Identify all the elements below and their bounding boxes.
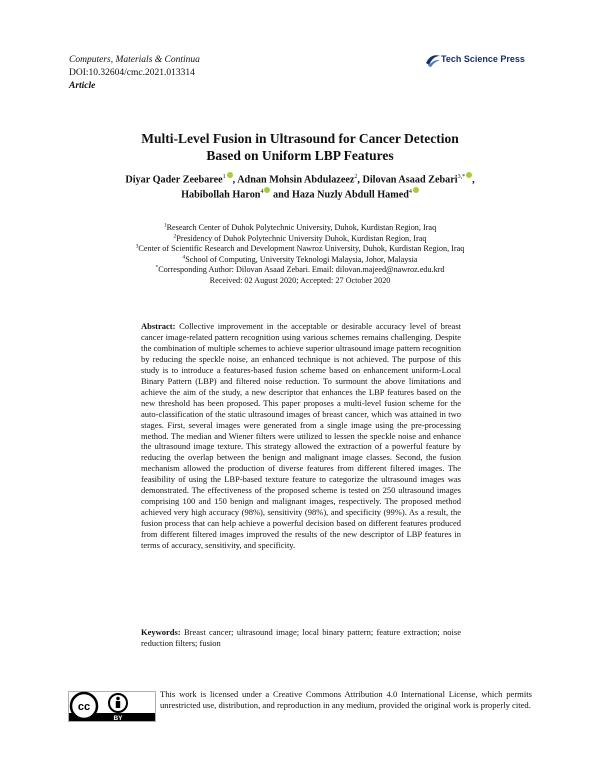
received-accepted-dates: Received: 02 August 2020; Accepted: 27 October 2020 — [209, 276, 391, 285]
publisher-swoosh-icon — [425, 53, 441, 67]
abstract-label: Abstract: — [141, 321, 176, 331]
by-badge-text: BY — [113, 715, 123, 722]
abstract-text: Collective improvement in the acceptable or desirable accuracy level of breast cancer image-related pattern recognition using various schemes remains challenging. Despite the combination of multiple schemes to achieve superior ultrasound image pattern recognition by reducing the speckle noise, an enhanced technique is not achieved. The purpose of this study is to introduce a features-based fusion scheme based on enhancement uniform-Local Binary Pattern (LBP) and filtered noise reduction. To surmount the above limitations and achieve the aim of the study, a new descriptor that enhances the LBP features based on the new threshold has been proposed. This paper proposes a multi-level fusion scheme for the auto-classification of the static ultrasound images of breast cancer, which was attained in two stages. First, several images were generated from a single image using the pre-processing method. The median and Wiener filters were utilized to lessen the speckle noise and enhance the ultrasound image texture. This strategy allowed the extraction of a powerful feature by reducing the overlap between the benign and malignant image classes. Second, the fusion mechanism allowed the production of diverse features from different filtered images. The feasibility of using the LBP-based texture feature to categorize the ultrasound images was demonstrated. The effectiveness of the proposed scheme is tested on 250 ultrasound images comprising 100 and 150 benign and malignant images, respectively. The proposed method achieved very high accuracy (98%), sensitivity (98%), and specificity (99%). As a result, the fusion process that can help achieve a powerful decision based on different features produced from different filtered images improved the results of the new descriptor of LBP features in terms of accuracy, sensitivity, and specificity. — [141, 321, 461, 551]
license-statement: This work is licensed under a Creative Commons Attribution 4.0 International License, which permits unrestricted use, distribution, and reproduction in any medium, provided the original work is properly cited. — [160, 689, 532, 710]
author-line-2: Habibollah Haron$^4$ and Haza Nuzly Abdull Hamed$^4$ — [60, 187, 540, 202]
orcid-icon[interactable] — [413, 187, 419, 193]
author-affil-sup: 4 — [408, 189, 412, 195]
affiliation-sup: 3 — [135, 243, 139, 250]
affiliation-sup: 1 — [163, 222, 167, 229]
corresponding-author — [60, 265, 540, 275]
paper-title-line-1: Multi-Level Fusion in Ultrasound for Cancer Detection — [141, 131, 459, 146]
author-name[interactable]: Adnan Mohsin Abdulazeez — [237, 174, 355, 186]
author-name[interactable]: Dilovan Asaad Zebari — [362, 174, 458, 186]
author-line-1: Diyar Qader Zeebaree$^1$ , Adnan Mohsin Abdulazeez$^2$, Dilovan Asaad Zebari$^{3,*}$ , — [125, 174, 475, 186]
orcid-icon[interactable] — [227, 172, 233, 178]
author-affil-sup: 3,* — [457, 174, 466, 180]
author-affil-sup: 1 — [222, 174, 226, 180]
orcid-icon[interactable] — [264, 187, 270, 193]
affiliation-text: Center of Scientific Research and Development Nawroz University, Duhok, Kurdistan Region, Iraq — [138, 244, 465, 253]
affiliation-text: Presidency of Duhok Polytechnic University Duhok, Kurdistan Region, Iraq — [176, 233, 427, 243]
affiliation-text: Research Center of Duhok Polytechnic University, Duhok, Kurdistan Region, Iraq — [166, 223, 437, 232]
affiliation-sup: 2 — [173, 232, 177, 239]
keywords-text: Breast cancer; ultrasound image; local binary pattern; feature extraction; noise reduction filters; fusion — [141, 627, 462, 648]
affiliation — [60, 255, 540, 265]
affiliation — [60, 223, 540, 233]
affiliation-text: School of Computing, University Teknologi Malaysia, Johor, Malaysia — [185, 254, 418, 264]
orcid-icon[interactable] — [466, 172, 472, 178]
author-name[interactable]: Haza Nuzly Abdull Hamed — [292, 189, 409, 201]
keywords — [141, 627, 461, 649]
affiliation-sup: * — [155, 264, 159, 271]
abstract — [141, 321, 461, 551]
paper-title-line-2: Based on Uniform LBP Features — [206, 148, 394, 163]
cc-by-license-badge[interactable] — [68, 691, 156, 722]
author-affil-sup: 2 — [354, 174, 358, 180]
affiliation-sup: 4 — [182, 253, 186, 260]
author-name[interactable]: Diyar Qader Zeebaree — [125, 174, 223, 186]
journal-name: Computers, Materials & Continua — [69, 55, 200, 65]
affiliation-text: Corresponding Author: Dilovan Asaad Zebari. Email: dilovan.majeed@nawroz.edu.krd — [158, 265, 445, 274]
author-name[interactable]: Habibollah Haron — [181, 189, 261, 201]
keywords-label: Keywords: — [141, 627, 181, 637]
affiliation — [60, 234, 540, 244]
publisher-name: Tech Science Press — [441, 54, 525, 64]
article-type: Article — [69, 81, 96, 91]
doi[interactable]: DOI:10.32604/cmc.2021.013314 — [69, 68, 195, 78]
affiliation — [60, 244, 540, 254]
author-affil-sup: 4 — [260, 189, 264, 195]
publisher-logo — [425, 53, 535, 68]
cc-badge-text: cc — [77, 701, 91, 713]
